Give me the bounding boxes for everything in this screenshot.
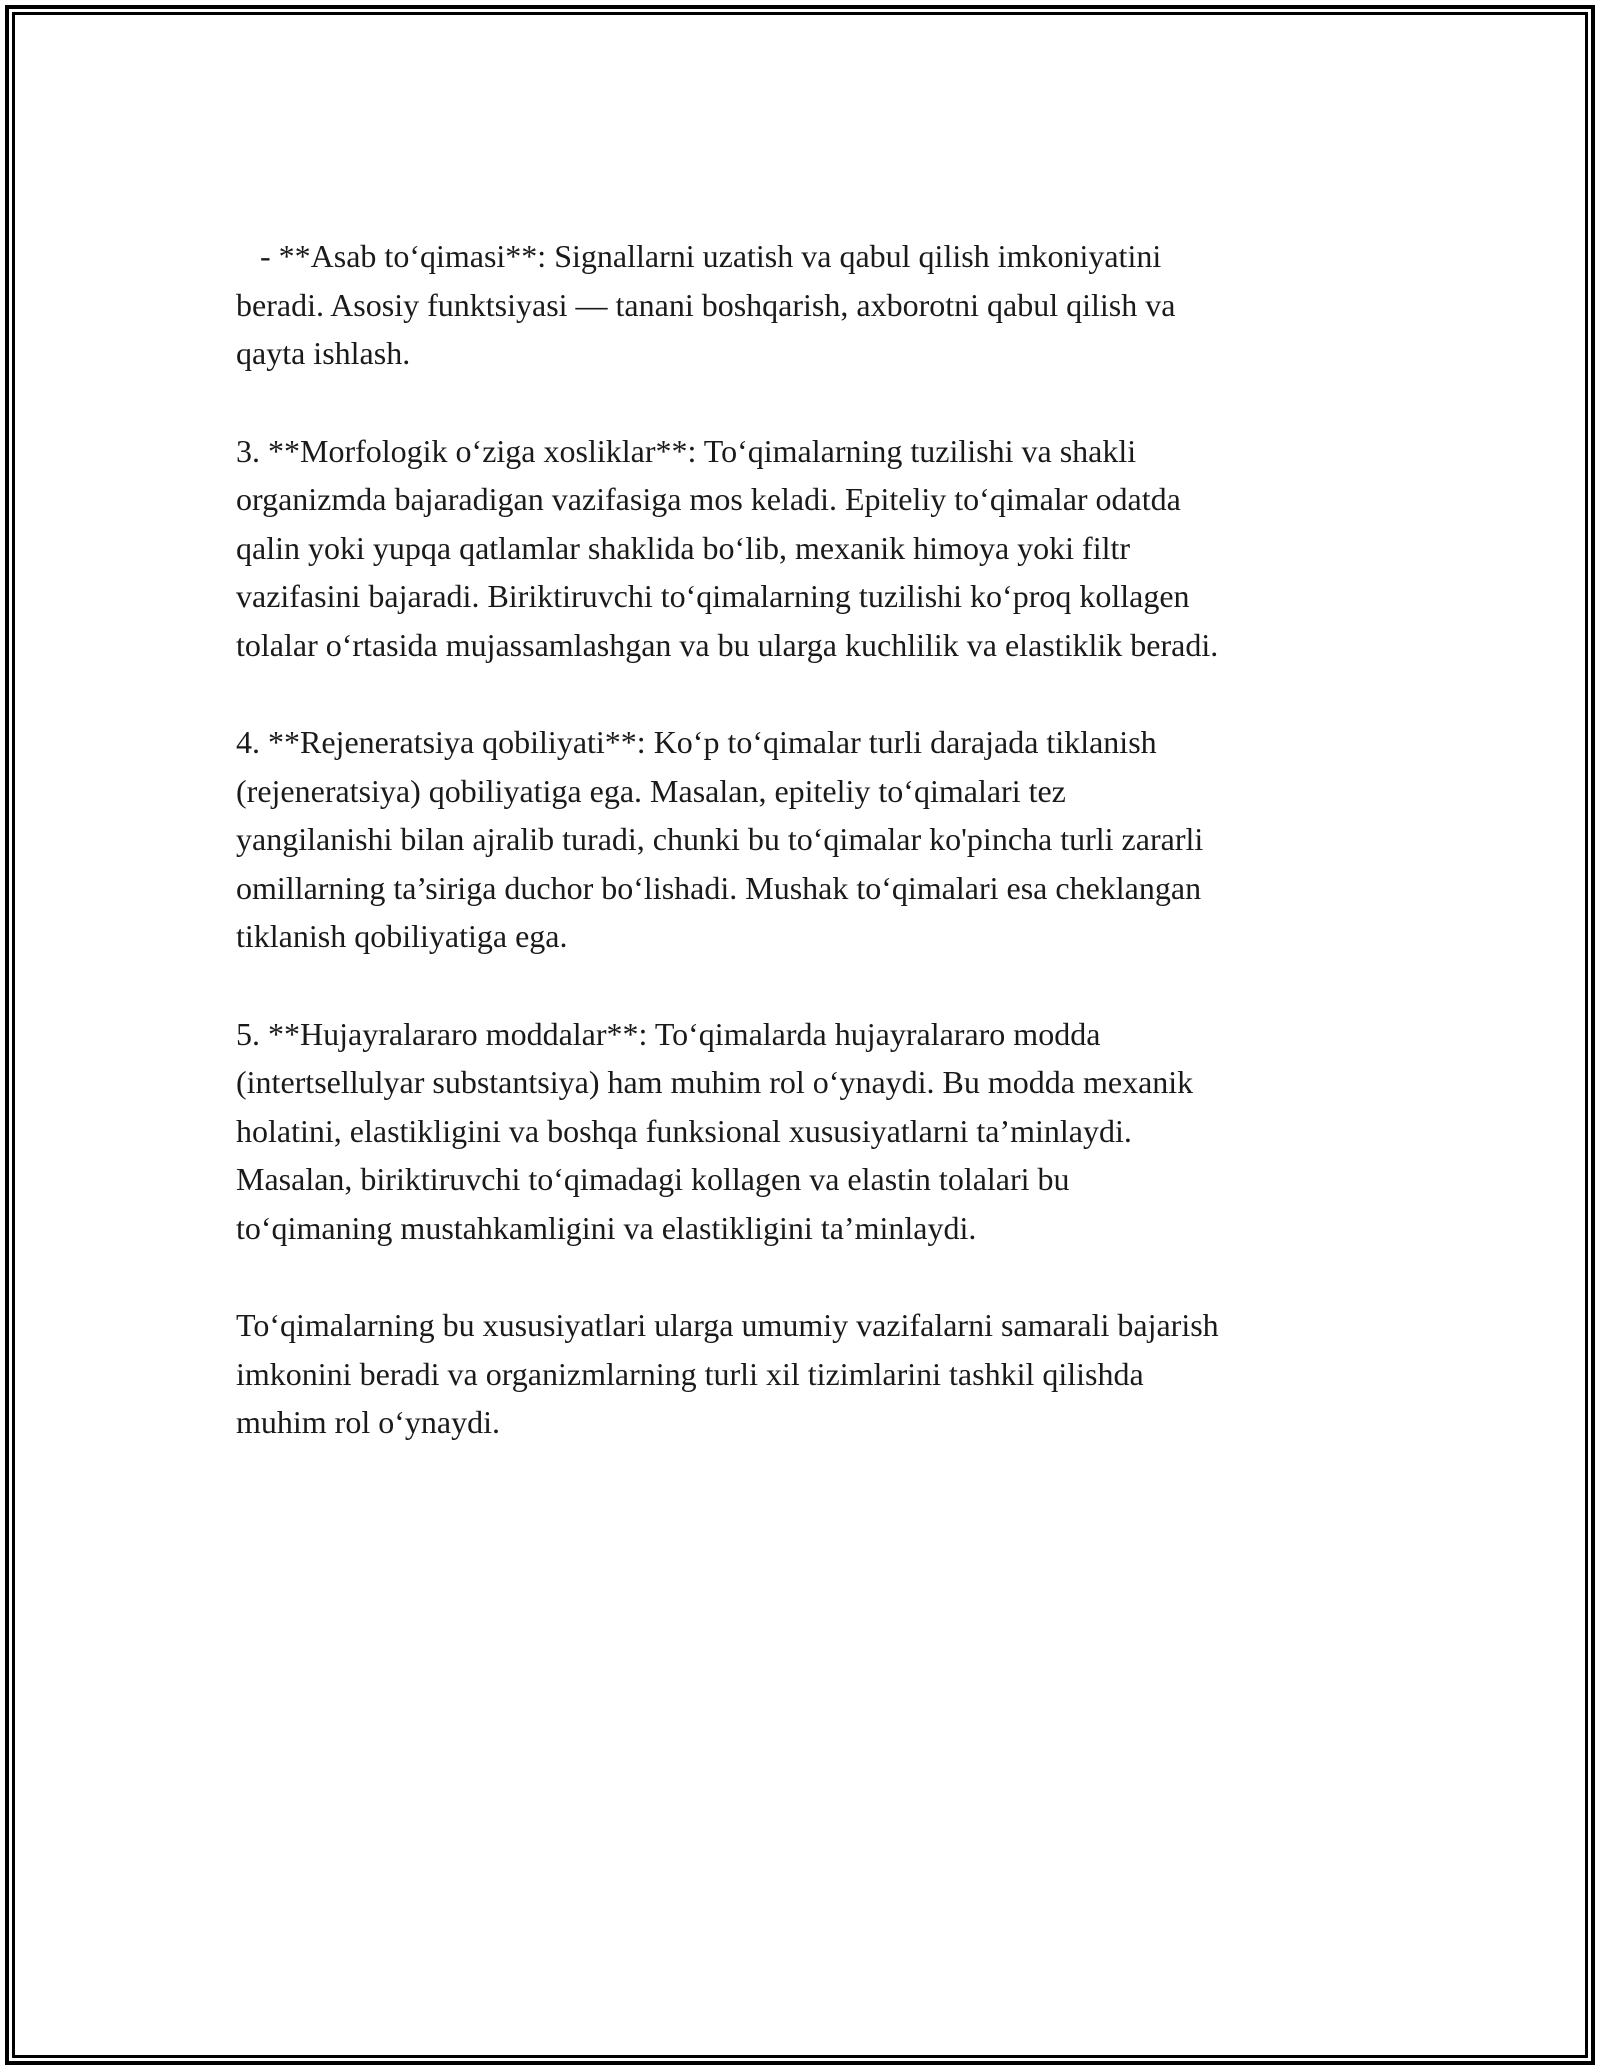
document-body — [236, 232, 1376, 1496]
paragraph-hujayralararo-moddalar: 5. **Hujayralararo moddalar**: To‘qimalarda hujayralararo modda (intertsellulyar substantsiya) ham muhim rol o‘ynaydi. Bu modda mexanik holatini, elastikligini va boshqa funksional xususiyatlarni ta’minlaydi. Masalan, biriktiruvchi to‘qimadagi kollagen va elastin tolalari bu to‘qimaning mustahkamligini va elastikligini ta’minlaydi. — [236, 1015, 1194, 1246]
paragraph-asab-toqimasi: - **Asab to‘qimasi**: Signallarni uzatish va qabul qilish imkoniyatini beradi. Asosiy funktsiyasi — tanani boshqarish, axborotni qabul qilish va qayta ishlash. — [236, 238, 1176, 371]
paragraph-morfologik-xosliklar: 3. **Morfologik o‘ziga xosliklar**: To‘qimalarning tuzilishi va shakli organizmda bajaradigan vazifasiga mos keladi. Epiteliy to‘qimalar odatda qalin yoki yupqa qatlamlar shaklida bo‘lib, mexanik himoya yoki filtr vazifasini bajaradi. Biriktiruvchi to‘qimalarning tuzilishi ko‘proq kollagen tolalar o‘rtasida mujassamlashgan va bu ularga kuchlilik va elastiklik beradi. — [236, 432, 1219, 663]
paragraph-rejeneratsiya: 4. **Rejeneratsiya qobiliyati**: Ko‘p to‘qimalar turli darajada tiklanish (rejeneratsiya) qobiliyatiga ega. Masalan, epiteliy to‘qimalari tez yangilanishi bilan ajralib turadi, chunki bu to‘qimalar ko'pincha turli zararli omillarning ta’siriga duchor bo‘lishadi. Mushak to‘qimalari esa cheklangan tiklanish qobiliyatiga ega. — [236, 724, 1204, 954]
paragraph-conclusion: To‘qimalarning bu xususiyatlari ularga umumiy vazifalarni samarali bajarish imkonini beradi va organizmlarning turli xil tizimlarini tashkil qilishda muhim rol o‘ynaydi. — [236, 1307, 1219, 1440]
